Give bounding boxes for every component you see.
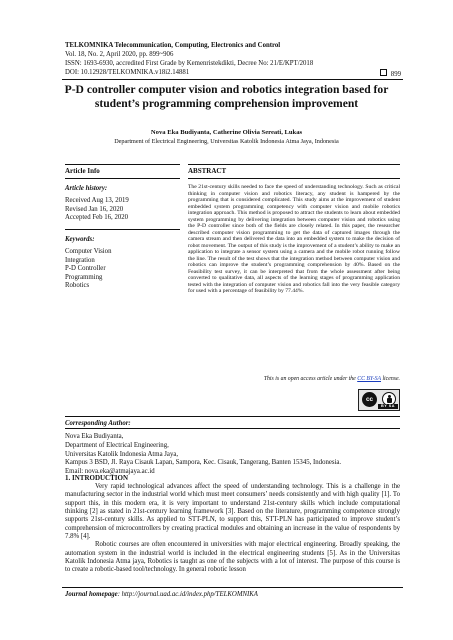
introduction-heading: 1. INTRODUCTION: [65, 474, 129, 482]
keyword-item: Computer Vision: [65, 248, 112, 255]
received-date: Received Aug 13, 2019: [65, 197, 129, 204]
corresponding-rule: [65, 428, 400, 429]
abstract-top-rule: [188, 164, 400, 165]
department-line: Department of Electrical Engineering,: [65, 441, 169, 449]
header-divider: [62, 79, 403, 80]
address-line: Kampus 3 BSD, Jl. Raya Cisauk Lapan, Sampora, Kec. Cisauk, Tangerang, Banten 15345, Indonesia.: [65, 459, 342, 467]
keyword-item: Robotics: [65, 282, 90, 290]
page-number: 899: [390, 71, 401, 78]
info-bottom-rule: [65, 416, 400, 417]
abstract-heading-rule: [188, 178, 400, 179]
keyword-list: [65, 248, 180, 291]
article-info-heading: Article Info: [65, 167, 100, 175]
footer-divider: [62, 587, 403, 588]
license-statement: [188, 376, 400, 383]
keyword-item: Programming: [65, 273, 103, 281]
page-number-block: [380, 69, 401, 80]
paper-title: P-D controller computer vision and robotics integration based for student’s programming comprehension improvement: [64, 83, 389, 111]
abstract-text: The 21st-century skills needed to face the speed of understanding technology. Such as critical thinking in computer vision and robotics literacy, any student is hampered by the programming that is considered complicated. This study aims at the improvement of student embedded system programming competency with computer vision and mobile robotics integration approach. This method is proposed to attract the students to learn about embedded system programming by delivering integration between computer vision and robotics using the P-D controller since both of the fields are closely related. In this paper, the researcher described computer vision programming to get the data of captured images through the camera stream and then delivered the data into an embedded system to make the decision of robot movement. The output of this study is the improvement of a student’s ability to make an application to integrate a sensor system using a camera and the mobile robot running follow the line. The result of the test shows that the integration method between computer vision and robotics can improve the student’s programming comprehension by 40%. Based on the Feasibility test survey, it can be interpreted that from the whole assessment after being converted to qualitative data, all aspects of the learning stages of programming application tested with the integration of computer vision and robotics fall into the very feasible category for used with a percentage of feasibility by 77.44%.: [188, 184, 400, 294]
corresponding-author-label: Corresponding Author:: [65, 420, 131, 427]
homepage-label: Journal homepage: [65, 591, 118, 598]
journal-name: TELKOMNIKA Telecommunication, Computing, Electronics and Control: [65, 42, 281, 49]
page-box-icon: [380, 69, 387, 76]
article-info-top-rule: [65, 164, 180, 165]
article-info-heading-rule: [65, 178, 180, 179]
introduction-body: [65, 483, 400, 575]
issn-info: ISSN: 1693-6930, accredited First Grade by Kemenristekdikti, Decree No: 21/E/KPT/2018: [65, 60, 314, 67]
history-divider: [65, 229, 180, 230]
license-link[interactable]: CC BY-SA: [357, 376, 381, 382]
volume-info: Vol. 18, No. 2, April 2020, pp. 899~906: [65, 51, 174, 58]
cc-badge-label: BY SA: [378, 404, 398, 409]
keywords-label: Keywords:: [65, 236, 95, 243]
homepage-url[interactable]: : http://journal.uad.ac.id/index.php/TELKOMNIKA: [117, 591, 258, 598]
university-line: Universitas Katolik Indonesia Atma Jaya,: [65, 450, 179, 458]
cc-icon: cc: [362, 392, 377, 407]
affiliation: Department of Electrical Engineering, Universitas Katolik Indonesia Atma Jaya, Indonesia: [114, 138, 339, 145]
license-suffix: license.: [381, 376, 400, 382]
corresponding-author-details: [65, 433, 400, 477]
intro-paragraph: Very rapid technological advances affect the speed of understanding technology. This is a challenge in the manufacturing sector in the industrial world which must meet consumers’ needs consistently and with high quality [1]. To support this, in this modern era, it is very important to understand 21st-century skills which include computational thinking [2] as stated in 21st-century learning framework [3]. Based on the literature, programming competence strongly supports 21st-century skills. As applied to STT-PLN, to support this, STT-PLN has participated to improve student’s comprehension of microcontrollers by creating practical modules and obtaining an increase in the value of respondents by 7.8% [4].: [65, 483, 400, 541]
accepted-date: Accepted Feb 16, 2020: [65, 214, 129, 222]
license-prefix: This is an open access article under the: [263, 376, 358, 382]
keyword-item: P-D Controller: [65, 265, 106, 273]
email-line: Email: nova.eka@atmajaya.ac.id: [65, 468, 155, 476]
author-list: Nova Eka Budiyanta, Catherine Olivia Sereati, Lukas: [150, 129, 303, 136]
abstract-heading: ABSTRACT: [188, 167, 227, 175]
article-history-label: Article history:: [65, 185, 108, 192]
doi-info: DOI: 10.12928/TELKOMNIKA.v18i2.14881: [65, 69, 190, 76]
keyword-item: Integration: [65, 256, 95, 264]
revised-date: Revised Jan 16, 2020: [65, 205, 124, 213]
journal-homepage: [65, 590, 258, 599]
article-history-list: [65, 197, 180, 223]
author-name-line: Nova Eka Budiyanta,: [65, 433, 124, 440]
intro-paragraph: Robotic courses are often encountered in universities with major electrical engineering. Broadly speaking, the automation system in the industrial world is included in the electrical engineering students [5]. As in the Universitas Katolik Indonesia Atma jaya, Robotics is taught as one of the subjects with a lot of interest. The purpose of this course is to create a robotic-based tool/technology. In general robotic lesson: [65, 541, 400, 574]
cc-by-sa-badge[interactable]: [358, 389, 400, 411]
